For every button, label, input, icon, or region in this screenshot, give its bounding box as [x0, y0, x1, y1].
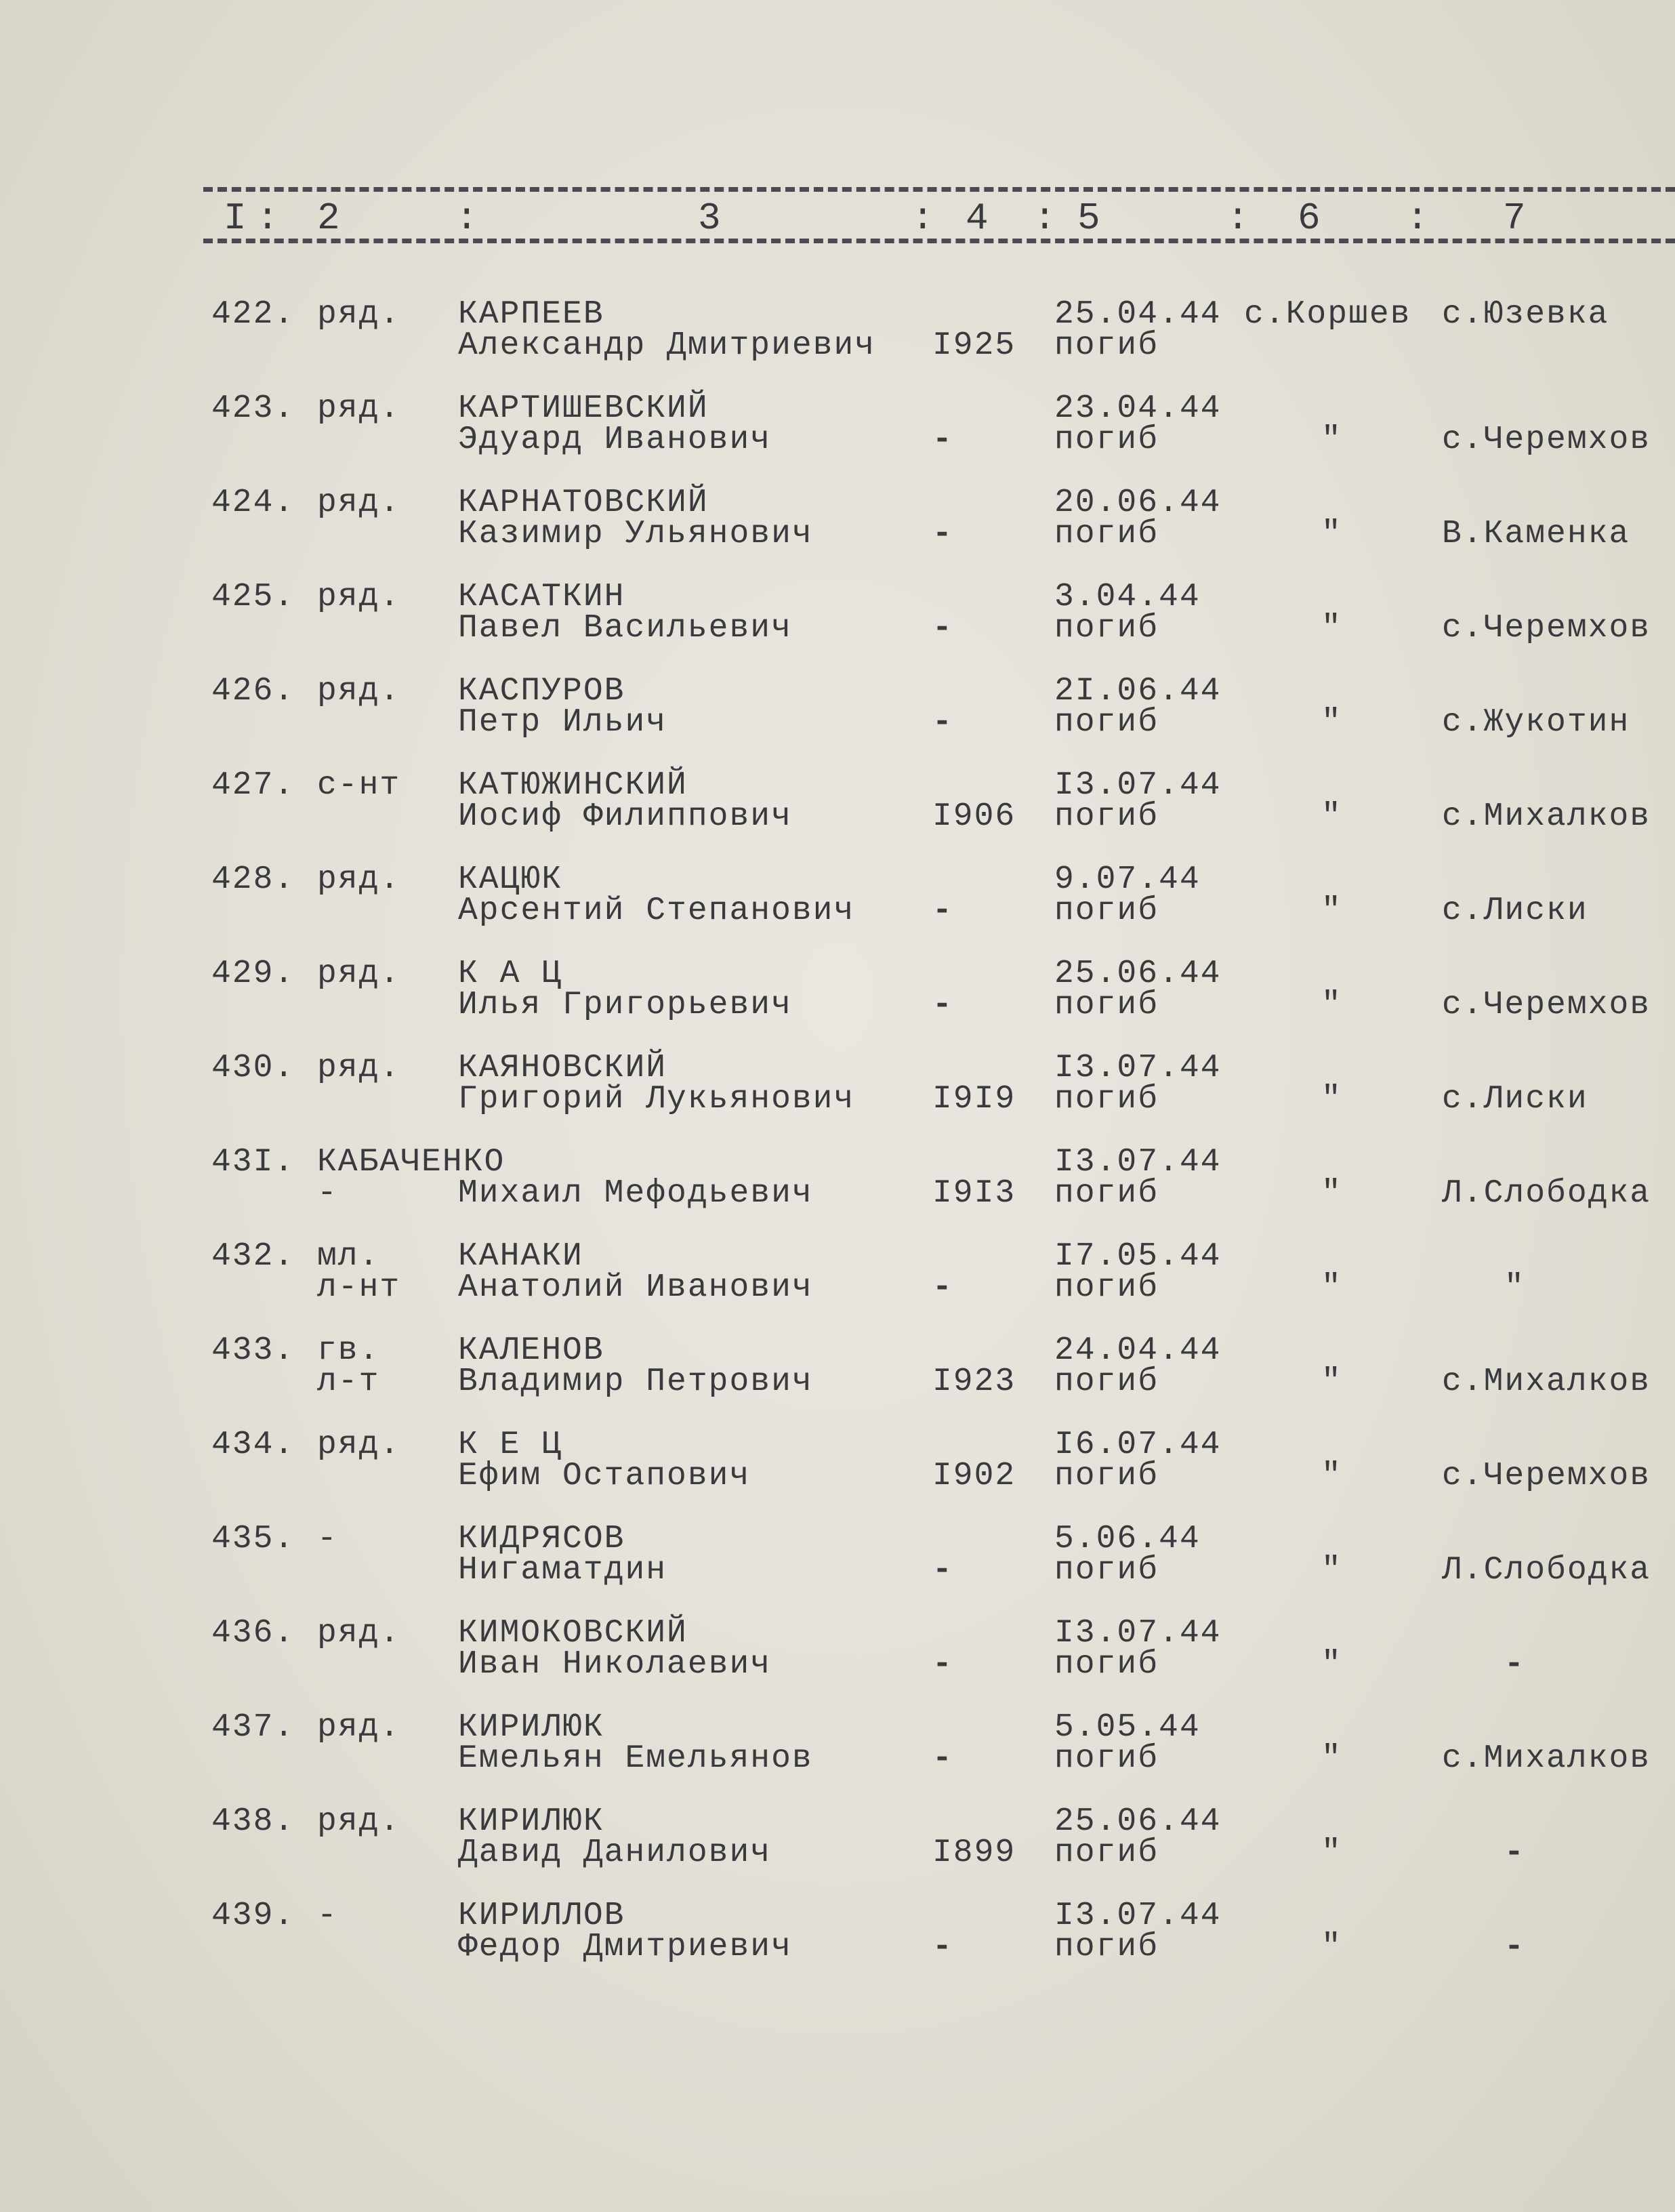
death-date: I3.07.44 — [1054, 1898, 1222, 1934]
given-name: Арсентий Степанович — [458, 893, 855, 929]
given-name: Павел Васильевич — [458, 610, 792, 647]
ditto-mark: " — [1321, 1646, 1342, 1683]
rank: ряд. — [317, 1709, 401, 1746]
ditto-mark: " — [1321, 422, 1342, 458]
given-name: Емельян Емельянов — [458, 1740, 813, 1777]
birth-year: I925 — [932, 327, 1016, 364]
ditto-mark: " — [1321, 798, 1342, 835]
record-number: 436. — [211, 1615, 295, 1652]
ditto-mark: " — [1321, 1835, 1342, 1871]
rank: - — [317, 1898, 338, 1934]
burial-place: с.Михалков — [1442, 1740, 1651, 1777]
burial-place: - — [1504, 1929, 1525, 1965]
ditto-mark: " — [1321, 1364, 1342, 1400]
fate: погиб — [1054, 1458, 1159, 1494]
record-number: 430. — [211, 1050, 295, 1086]
surname: КАНАКИ — [458, 1238, 583, 1275]
surname: КИРИЛЛОВ — [458, 1898, 625, 1934]
fate: погиб — [1054, 327, 1159, 364]
death-date: 25.04.44 — [1054, 296, 1222, 333]
surname-wide: КАБАЧЕНКО — [317, 1144, 505, 1181]
given-name: Давид Данилович — [458, 1835, 772, 1871]
surname: КИДРЯСОВ — [458, 1521, 625, 1557]
surname: КАЯНОВСКИЙ — [458, 1050, 667, 1086]
ditto-mark: " — [1321, 1175, 1342, 1212]
surname: КАРНАТОВСКИЙ — [458, 485, 709, 521]
record-number: 428. — [211, 861, 295, 898]
ditto-mark: " — [1321, 610, 1342, 647]
birth-year: - — [932, 1269, 953, 1306]
death-date: I3.07.44 — [1054, 1144, 1222, 1181]
rank: ряд. — [317, 1427, 401, 1463]
birth-year: - — [932, 516, 953, 552]
surname: КАРТИШЕВСКИЙ — [458, 390, 709, 427]
record-number: 424. — [211, 485, 295, 521]
record-number: 427. — [211, 767, 295, 804]
header-col-7: 7 — [1503, 197, 1529, 240]
record-number: 434. — [211, 1427, 295, 1463]
record-number: 429. — [211, 956, 295, 992]
fate: погиб — [1054, 893, 1159, 929]
table-row — [0, 1900, 1675, 1988]
header-col-3: 3 — [698, 197, 724, 240]
table-row — [0, 1334, 1675, 1422]
rank: ряд. — [317, 390, 401, 427]
death-date: 5.05.44 — [1054, 1709, 1201, 1746]
record-number: 435. — [211, 1521, 295, 1557]
death-date: I3.07.44 — [1054, 767, 1222, 804]
surname: КИРИЛЮК — [458, 1803, 604, 1840]
ditto-mark: " — [1321, 1929, 1342, 1965]
birth-year: I899 — [932, 1835, 1016, 1871]
header-rule-top — [203, 187, 1675, 192]
table-row — [0, 1617, 1675, 1705]
rank: ряд. — [317, 1615, 401, 1652]
burial-place: с.Михалков — [1442, 798, 1651, 835]
rank: ряд. — [317, 485, 401, 521]
death-date: I3.07.44 — [1054, 1615, 1222, 1652]
rank: ряд. — [317, 956, 401, 992]
header-separator: : — [1406, 197, 1429, 240]
record-number: 438. — [211, 1803, 295, 1840]
record-number: 425. — [211, 579, 295, 615]
death-date: 23.04.44 — [1054, 390, 1222, 427]
given-name: Петр Ильич — [458, 704, 667, 741]
ditto-mark: " — [1321, 1269, 1342, 1306]
death-date: 25.06.44 — [1054, 1803, 1222, 1840]
record-number: 437. — [211, 1709, 295, 1746]
header-col-4: 4 — [966, 197, 991, 240]
fate: погиб — [1054, 704, 1159, 741]
burial-place: с.Лиски — [1442, 893, 1588, 929]
header-separator: : — [455, 197, 478, 240]
table-row — [0, 1523, 1675, 1611]
fate: погиб — [1054, 1552, 1159, 1589]
ditto-mark: " — [1321, 1740, 1342, 1777]
ditto-mark: " — [1321, 704, 1342, 741]
rank: ряд. — [317, 579, 401, 615]
fate: погиб — [1054, 1835, 1159, 1871]
record-number: 422. — [211, 296, 295, 333]
table-row — [0, 298, 1675, 386]
table-row — [0, 487, 1675, 575]
fate: погиб — [1054, 516, 1159, 552]
record-number: 426. — [211, 673, 295, 710]
burial-place: с.Михалков — [1442, 1364, 1651, 1400]
death-date: 25.06.44 — [1054, 956, 1222, 992]
table-row — [0, 1711, 1675, 1799]
birth-year: - — [932, 610, 953, 647]
ditto-mark: " — [1321, 1458, 1342, 1494]
given-name: Ефим Остапович — [458, 1458, 751, 1494]
rank: ряд. — [317, 296, 401, 333]
birth-year: I9I3 — [932, 1175, 1016, 1212]
header-col-2: 2 — [317, 197, 343, 240]
rank: ряд. — [317, 1803, 401, 1840]
fate: погиб — [1054, 1646, 1159, 1683]
death-date: I6.07.44 — [1054, 1427, 1222, 1463]
table-row — [0, 958, 1675, 1046]
burial-place: с.Жукотин — [1442, 704, 1630, 741]
table-row — [0, 769, 1675, 857]
fate: погиб — [1054, 1364, 1159, 1400]
header-separator: : — [256, 197, 279, 240]
birth-year: - — [932, 1740, 953, 1777]
death-date: I3.07.44 — [1054, 1050, 1222, 1086]
birth-year: - — [932, 1646, 953, 1683]
surname: КАЦЮК — [458, 861, 563, 898]
given-name: Федор Дмитриевич — [458, 1929, 792, 1965]
fate: погиб — [1054, 422, 1159, 458]
table-row — [0, 1146, 1675, 1234]
death-date: 9.07.44 — [1054, 861, 1201, 898]
header-separator: : — [1226, 197, 1249, 240]
rank: ряд. — [317, 673, 401, 710]
ditto-mark: " — [1321, 1552, 1342, 1589]
ditto-mark: " — [1321, 516, 1342, 552]
rank-line-2: л-нт — [317, 1269, 401, 1306]
rank: ряд. — [317, 861, 401, 898]
record-number: 423. — [211, 390, 295, 427]
table-row — [0, 581, 1675, 669]
ditto-mark: " — [1321, 893, 1342, 929]
surname: К Е Ц — [458, 1427, 563, 1463]
fate: погиб — [1054, 1175, 1159, 1212]
burial-place: - — [1504, 1835, 1525, 1871]
burial-place: с.Черемхов — [1442, 1458, 1651, 1494]
table-row — [0, 1429, 1675, 1517]
surname: КАТЮЖИНСКИЙ — [458, 767, 688, 804]
header-col-5: 5 — [1077, 197, 1103, 240]
given-name: Михаил Мефодьевич — [458, 1175, 813, 1212]
burial-place: В.Каменка — [1442, 516, 1630, 552]
death-date: 2I.06.44 — [1054, 673, 1222, 710]
death-date: 20.06.44 — [1054, 485, 1222, 521]
fate: погиб — [1054, 1269, 1159, 1306]
birth-year: - — [932, 1552, 953, 1589]
surname: КАСАТКИН — [458, 579, 625, 615]
record-number: 439. — [211, 1898, 295, 1934]
given-name: Илья Григорьевич — [458, 987, 792, 1023]
death-date: 24.04.44 — [1054, 1332, 1222, 1369]
ditto-mark: " — [1321, 987, 1342, 1023]
fate: погиб — [1054, 1740, 1159, 1777]
given-name: Владимир Петрович — [458, 1364, 813, 1400]
birth-year: I923 — [932, 1364, 1016, 1400]
fate: погиб — [1054, 987, 1159, 1023]
table-row — [0, 392, 1675, 480]
burial-place: " — [1504, 1269, 1525, 1306]
birth-year: - — [932, 422, 953, 458]
table-row — [0, 1052, 1675, 1140]
surname: К А Ц — [458, 956, 563, 992]
given-name: Анатолий Иванович — [458, 1269, 813, 1306]
surname: КИМОКОВСКИЙ — [458, 1615, 688, 1652]
rank: мл. — [317, 1238, 380, 1275]
ditto-mark: " — [1321, 1081, 1342, 1118]
burial-place: с.Черемхов — [1442, 422, 1651, 458]
death-date: I7.05.44 — [1054, 1238, 1222, 1275]
surname: КАЛЕНОВ — [458, 1332, 604, 1369]
birth-year: I902 — [932, 1458, 1016, 1494]
burial-place: Л.Слободка — [1442, 1552, 1651, 1589]
given-name: Нигаматдин — [458, 1552, 667, 1589]
table-row — [0, 1240, 1675, 1328]
header-col-6: 6 — [1298, 197, 1323, 240]
header-col-1: I — [224, 197, 249, 240]
rank: - — [317, 1521, 338, 1557]
surname: КАРПЕЕВ — [458, 296, 604, 333]
birth-year: - — [932, 987, 953, 1023]
birth-year: I9I9 — [932, 1081, 1016, 1118]
given-name: Казимир Ульянович — [458, 516, 813, 552]
fate: погиб — [1054, 1081, 1159, 1118]
header-separator: : — [1033, 197, 1056, 240]
fate: погиб — [1054, 1929, 1159, 1965]
surname: КИРИЛЮК — [458, 1709, 604, 1746]
given-name: Григорий Лукьянович — [458, 1081, 855, 1118]
rank: ряд. — [317, 1050, 401, 1086]
birth-year: I906 — [932, 798, 1016, 835]
given-name: Иван Николаевич — [458, 1646, 772, 1683]
burial-place: Л.Слободка — [1442, 1175, 1651, 1212]
birth-year: - — [932, 1929, 953, 1965]
table-row — [0, 863, 1675, 951]
table-row — [0, 675, 1675, 763]
record-number: 433. — [211, 1332, 295, 1369]
record-number: 43I. — [211, 1144, 295, 1181]
burial-place: с.Лиски — [1442, 1081, 1588, 1118]
given-name: Иосиф Филиппович — [458, 798, 792, 835]
fate: погиб — [1054, 798, 1159, 835]
fate: погиб — [1054, 610, 1159, 647]
header-rule-bottom — [203, 239, 1675, 243]
rank-line-2: л-т — [317, 1364, 380, 1400]
burial-place: с.Черемхов — [1442, 610, 1651, 647]
given-name: Александр Дмитриевич — [458, 327, 876, 364]
rank: с-нт — [317, 767, 401, 804]
header-separator: : — [911, 197, 934, 240]
rank: гв. — [317, 1332, 380, 1369]
record-number: 432. — [211, 1238, 295, 1275]
death-place: с.Коршев — [1244, 296, 1411, 333]
burial-place: с.Черемхов — [1442, 987, 1651, 1023]
burial-place: - — [1504, 1646, 1525, 1683]
rank-line-2: - — [317, 1175, 338, 1212]
burial-place: с.Юзевка — [1442, 296, 1609, 333]
surname: КАСПУРОВ — [458, 673, 625, 710]
birth-year: - — [932, 704, 953, 741]
birth-year: - — [932, 893, 953, 929]
given-name: Эдуард Иванович — [458, 422, 772, 458]
death-date: 5.06.44 — [1054, 1521, 1201, 1557]
death-date: 3.04.44 — [1054, 579, 1201, 615]
table-row — [0, 1805, 1675, 1893]
